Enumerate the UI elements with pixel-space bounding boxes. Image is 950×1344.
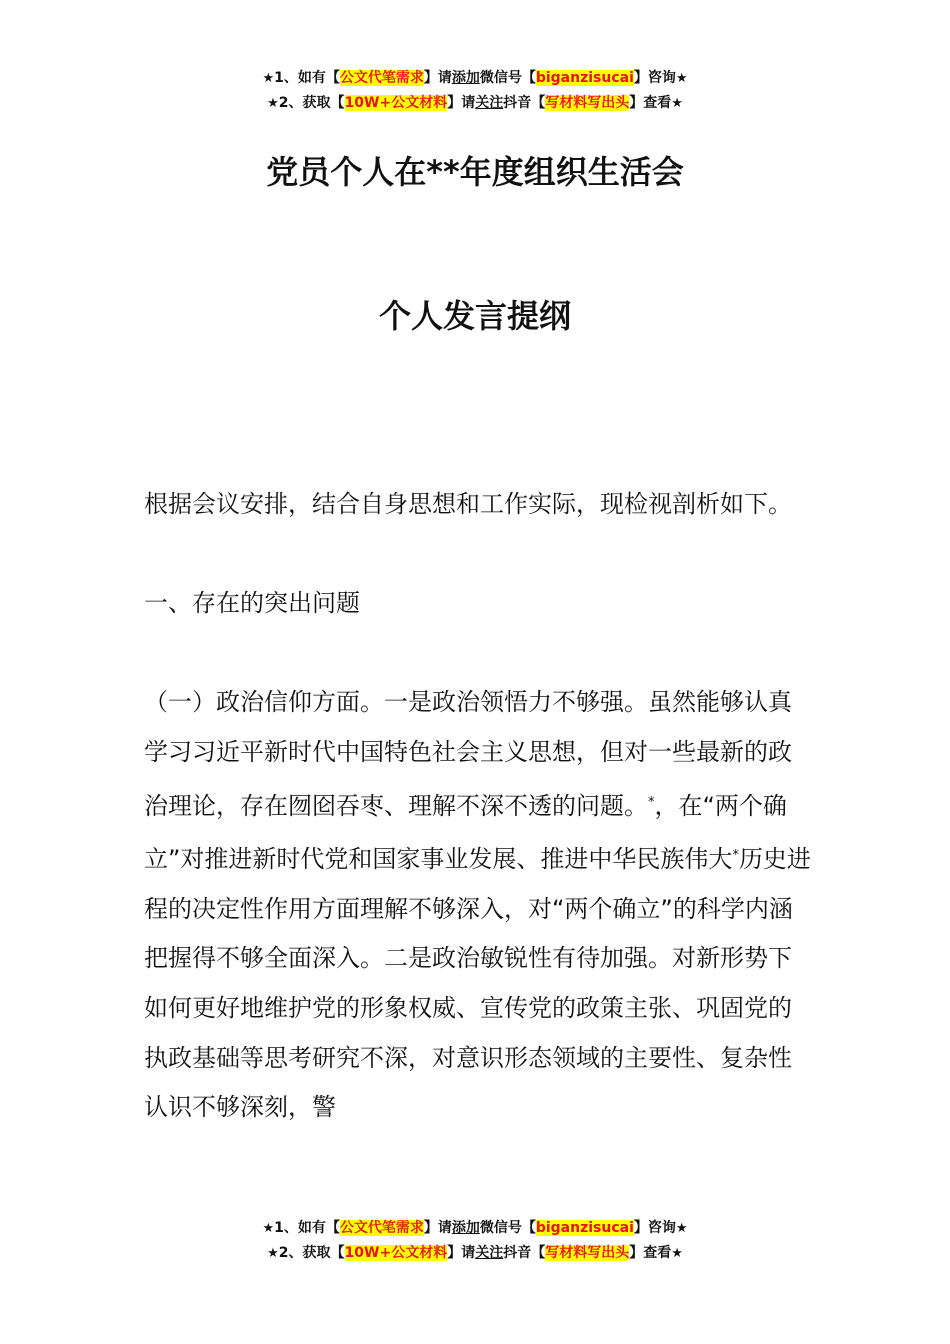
star-icon: ★: [267, 96, 279, 111]
banner-text: 】咨询: [633, 70, 676, 86]
banner-line-2: [0, 1241, 950, 1266]
underline-add: 添加: [451, 1220, 480, 1236]
banner-text: 微信号【: [479, 70, 536, 86]
star-icon: ★: [671, 1246, 683, 1261]
intro-paragraph: 根据会议安排，结合自身思想和工作实际，现检视剖析如下。: [144, 490, 792, 518]
banner-text: 抖音【: [503, 1245, 546, 1261]
body-paragraph: [144, 678, 812, 1132]
star-icon: ★: [262, 71, 275, 86]
highlight-service: 公文代笔需求: [339, 1220, 424, 1236]
banner-text: 】查看: [629, 1245, 672, 1261]
banner-line-2: [0, 91, 950, 116]
document-title: 党员个人在**年度组织生活会: [266, 153, 684, 191]
paragraph-text: （一）政治信仰方面。一是政治领悟力不够强。虽然能够认真学习习近平新时代中国特色社会主义思想，但对一些最新的政治理论，存在囫囵吞枣、理解不深不透的问题。: [144, 688, 792, 820]
banner-text: 抖音【: [503, 95, 546, 111]
banner-text: 2、获取【: [278, 1245, 345, 1261]
bottom-banner: [0, 1216, 950, 1266]
underline-follow: 关注: [475, 1245, 504, 1261]
star-icon: ★: [262, 1221, 275, 1236]
star-icon: ★: [675, 1221, 688, 1236]
asterisk-mark: *: [648, 794, 655, 810]
banner-text: 】请: [447, 95, 476, 111]
highlight-wechat-id: biganzisucai: [535, 1220, 634, 1236]
banner-text: 】请: [423, 1220, 452, 1236]
underline-add: 添加: [451, 70, 480, 86]
paragraph-text: 历史进程的决定性作用方面理解不够深入，对“两个确立”的科学内涵把握得不够全面深入。二是政治敏锐性有待加强。对新形势下如何更好地维护党的形象权威、宣传党的政策主张、巩固党的执政基础等思考研究不深，对意识形态领域的主要性、复杂性认识不够深刻，警: [144, 845, 811, 1122]
banner-text: 】查看: [629, 95, 672, 111]
paragraph-text: ，在“两个确立”对推进新时代党和国家事业发展、推进中华民族伟大: [144, 791, 787, 874]
banner-text: 微信号【: [479, 1220, 536, 1236]
document-body: [144, 480, 812, 1133]
highlight-materials: 10W+公文材料: [344, 95, 448, 111]
highlight-wechat-id: biganzisucai: [535, 70, 634, 86]
paragraph-spacer: [144, 629, 812, 679]
paragraph-spacer: [144, 530, 812, 580]
star-icon: ★: [267, 1246, 279, 1261]
asterisk-mark: *: [732, 848, 739, 864]
banner-text: 】咨询: [633, 1220, 676, 1236]
banner-line-1: [0, 1216, 950, 1241]
banner-text: 】请: [423, 70, 452, 86]
highlight-douyin: 写材料写出头: [545, 95, 630, 111]
star-icon: ★: [675, 71, 688, 86]
highlight-materials: 10W+公文材料: [344, 1245, 448, 1261]
document-subtitle: 个人发言提纲: [378, 297, 571, 335]
banner-text: 1、如有【: [274, 70, 340, 86]
banner-text: 1、如有【: [274, 1220, 340, 1236]
star-icon: ★: [671, 96, 683, 111]
highlight-service: 公文代笔需求: [339, 70, 424, 86]
top-banner: [0, 66, 950, 116]
underline-follow: 关注: [475, 95, 504, 111]
highlight-douyin: 写材料写出头: [545, 1245, 630, 1261]
banner-text: 】请: [447, 1245, 476, 1261]
banner-line-1: [0, 66, 950, 91]
banner-text: 2、获取【: [278, 95, 345, 111]
section-heading: 一、存在的突出问题: [144, 589, 360, 618]
